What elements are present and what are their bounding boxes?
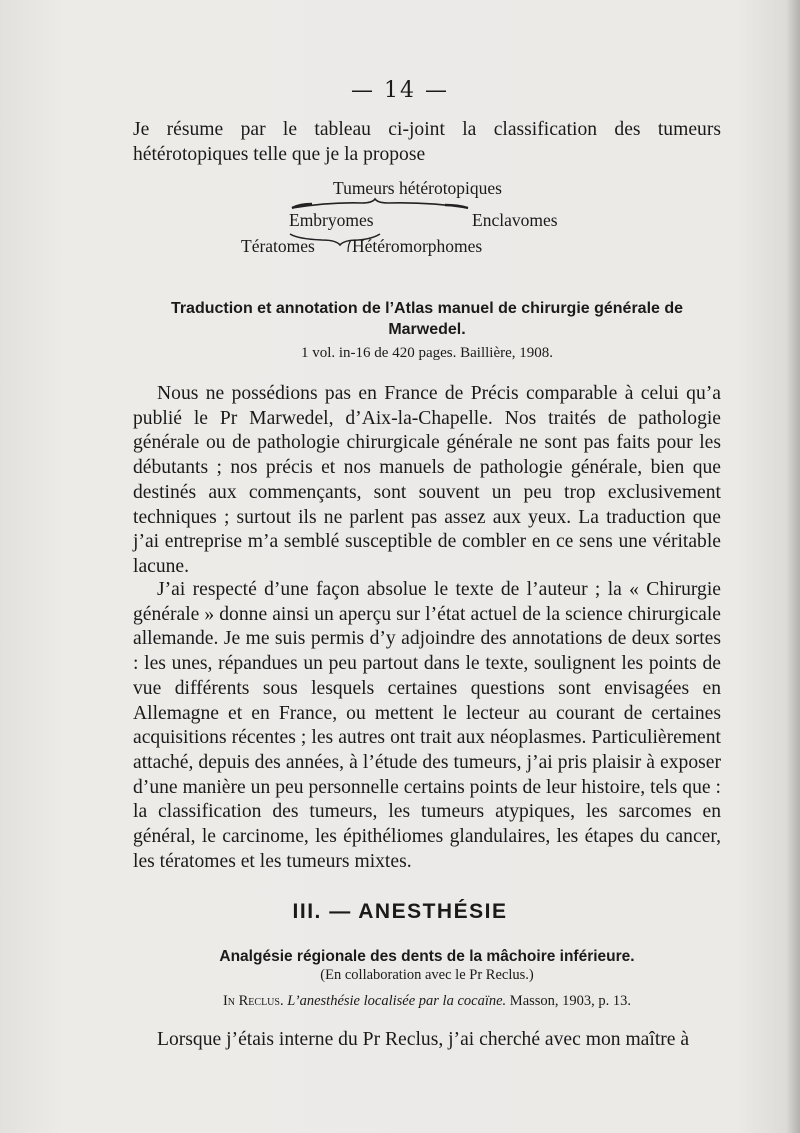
paragraph-respect: J’ai respecté d’une façon absolue le texte de l’auteur ; la « Chirurgie générale » donne ainsi un aperçu sur l’état actuel de la science chirurgicale allemande. Je me suis permis d’y adjoindre des annotations de deux sortes : les unes, répandues un peu partout dans le texte, soulignent les points de vue différents sous lesquels certaines questions sont envisagées en Allemagne et en France, ou mettent le lecteur au courant de certaines acquisitions récentes ; les autres ont trait aux néoplasmes. Particulièrement attaché, depuis des années, à l’étude des tumeurs, j’ai pris plaisir à exposer d’une manière un peu personnelle certains points de leur histoire, tels que : la classification des tumeurs, les tumeurs atypiques, les sarcomes en général, le carcinome, les épithéliomes glandulaires, les étapes du cancer, les tératomes et les tumeurs mixtes. bbox=[133, 579, 721, 872]
intro-paragraph-text: Je résume par le tableau ci-joint la classification des tumeurs hétérotopiques telle que je la propose bbox=[133, 119, 721, 165]
page-number: — 14 — bbox=[351, 78, 449, 103]
tree-enclavomes: Enclavomes bbox=[472, 210, 558, 230]
reclus-reference bbox=[133, 993, 721, 1010]
tree-embryomes: Embryomes bbox=[289, 210, 374, 230]
reference-suffix: Masson, 1903, p. 13. bbox=[509, 993, 632, 1009]
last-paragraph: Lorsque j’étais interne du Pr Reclus, j’ai cherché avec mon maître à bbox=[157, 1029, 690, 1050]
anesthesie-title: Analgésie régionale des dents de la mâchoire inférieure. bbox=[219, 948, 635, 965]
paragraph-precis: Nous ne possédions pas en France de Précis comparable à celui qu’a publié le Pr Marwedel, d’Aix-la-Chapelle. Nos traités de pathologie générale ou de pathologie chirurgicale générale ne sont pas faits pour les débutants ; nos précis et nos manuels de pathologie générale, bien que destinés aux commençants, sont souvent un peu trop exclusivement techniques ; surtout ils ne parlent pas assez aux yeux. La traduction que j’ai entreprise m’a semblé susceptible de combler en ce sens une véritable lacune. bbox=[133, 383, 721, 577]
collaboration-note: (En collaboration avec le Pr Reclus.) bbox=[320, 967, 534, 983]
translation-title: Traduction et annotation de l’Atlas manuel de chirurgie générale de Marwedel. bbox=[170, 300, 684, 338]
translation-reference: 1 vol. in-16 de 420 pages. Baillière, 1908. bbox=[300, 345, 554, 361]
reference-title: L’anesthésie localisée par la cocaïne. bbox=[287, 993, 507, 1009]
tree-root: Tumeurs hétérotopiques bbox=[333, 178, 502, 198]
reference-prefix: In Reclus. bbox=[222, 993, 284, 1009]
intro-paragraph bbox=[133, 118, 721, 167]
tree-teratomes: Tératomes bbox=[241, 236, 315, 256]
classification-tree bbox=[0, 176, 800, 266]
tree-heteromorphomes: Hétéromorphomes bbox=[352, 236, 483, 256]
section-heading: III. — ANESTHÉSIE bbox=[292, 900, 508, 923]
